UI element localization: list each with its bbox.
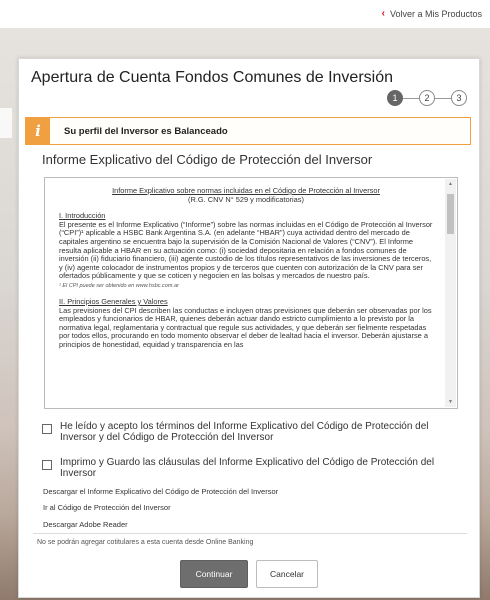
document-scroll-box[interactable] [44,177,458,409]
top-bar [0,0,490,28]
print-save-checkbox[interactable] [42,460,52,470]
scrollbar-thumb[interactable] [447,194,454,234]
section-2-title: II. Principios Generales y Valores [59,296,168,306]
accept-terms-checkbox[interactable] [42,424,52,434]
accept-terms-label[interactable]: He leído y acepto los términos del Informe Explicativo del Código de Protección del Inversor y del Código de Protección del Inversor [60,421,429,443]
investor-profile-text: Su perfil del Inversor es Balanceado [64,125,228,137]
accept-terms-row[interactable] [42,422,462,443]
divider [33,533,467,534]
step-3: 3 [451,90,467,106]
section-2-paragraph: Las previsiones del CPI describen las conductas e incluyen otras previsiones que deberán ser observadas por los empleados y funcionarios de HBAR, quienes deberán actuar dando estricto cumplimiento a lo previsto por la normativa legal, reglamentaria y contractual que regule sus actividades, y que deberán ser fielmente respetadas por todos ellos, procurando en todo momento observar el deber de lealtad hacia el inversor. Deberán ajustarse a principios de honestidad, equidad y transparencia en las [59,305,432,349]
page-title: Apertura de Cuenta Fondos Comunes de Inversión [31,69,393,86]
step-1: 1 [387,90,403,106]
investor-profile-banner [25,117,471,145]
cotitular-note: No se podrán agregar cotitulares a esta cuenta desde Online Banking [37,539,254,546]
print-save-label[interactable]: Imprimo y Guardo las cláusulas del Informe Explicativo del Código de Protección del Inversor [60,457,435,479]
go-to-code-link[interactable]: Ir al Código de Protección del Inversor [43,503,171,512]
cancel-button[interactable]: Cancelar [256,560,318,588]
info-icon: i [26,117,50,145]
background-tab [0,108,12,138]
section-title: Informe Explicativo del Código de Protección del Inversor [42,152,373,167]
download-adobe-reader-link[interactable]: Descargar Adobe Reader [43,520,128,529]
step-connector [435,98,451,99]
continue-button[interactable]: Continuar [180,560,248,588]
document-heading: Informe Explicativo sobre normas incluidas en el Código de Protección al Inversor [112,186,380,195]
chevron-left-icon: ‹ [381,8,385,19]
document-footnote: ¹ El CPI puede ser obtenido en www.hsbc.com.ar [59,282,179,289]
back-to-products-link[interactable] [382,8,482,19]
section-1-title: I. Introducción [59,211,106,221]
vertical-scrollbar[interactable] [445,179,456,407]
step-indicator [387,90,467,106]
back-link-label: Volver a Mis Productos [389,8,482,19]
download-report-link[interactable]: Descargar el Informe Explicativo del Código de Protección del Inversor [43,487,279,496]
step-2: 2 [419,90,435,106]
account-opening-panel [18,58,480,598]
section-1-paragraph: El presente es el Informe Explicativo (“Informe”) sobre las normas incluidas en el Código de Protección al Inversor (“CPI”)¹ aplicable a HSBC Bank Argentina S.A. (en adelante “HBAR”) cuya actividad dentro del mercado de capitales argentino se encuentra bajo la supervisión de la Comisión Nacional de Valores (“CNV”). El Informe resulta aplicable a HBAR en su actuación como: (i) sociedad depositaria en relación a fondos comunes de inversión (ii) fiduciario financiero, (iii) agente custodio de los títulos representativos de las inversiones de terceros, y (iv) agente colocador de instrumentos propios y de terceros que cuenten con autorización de la CNV para ser ofertados públicamente y que se coticen y negocien en las bolsas y mercados de nuestro país. [59,219,433,281]
scroll-up-arrow-icon[interactable]: ▲ [448,181,453,187]
scroll-down-arrow-icon[interactable]: ▼ [448,399,453,405]
document-content [59,187,433,352]
step-connector [403,98,419,99]
document-subheading: (R.G. CNV N° 529 y modificatorias) [188,194,304,204]
print-save-row[interactable] [42,458,462,479]
